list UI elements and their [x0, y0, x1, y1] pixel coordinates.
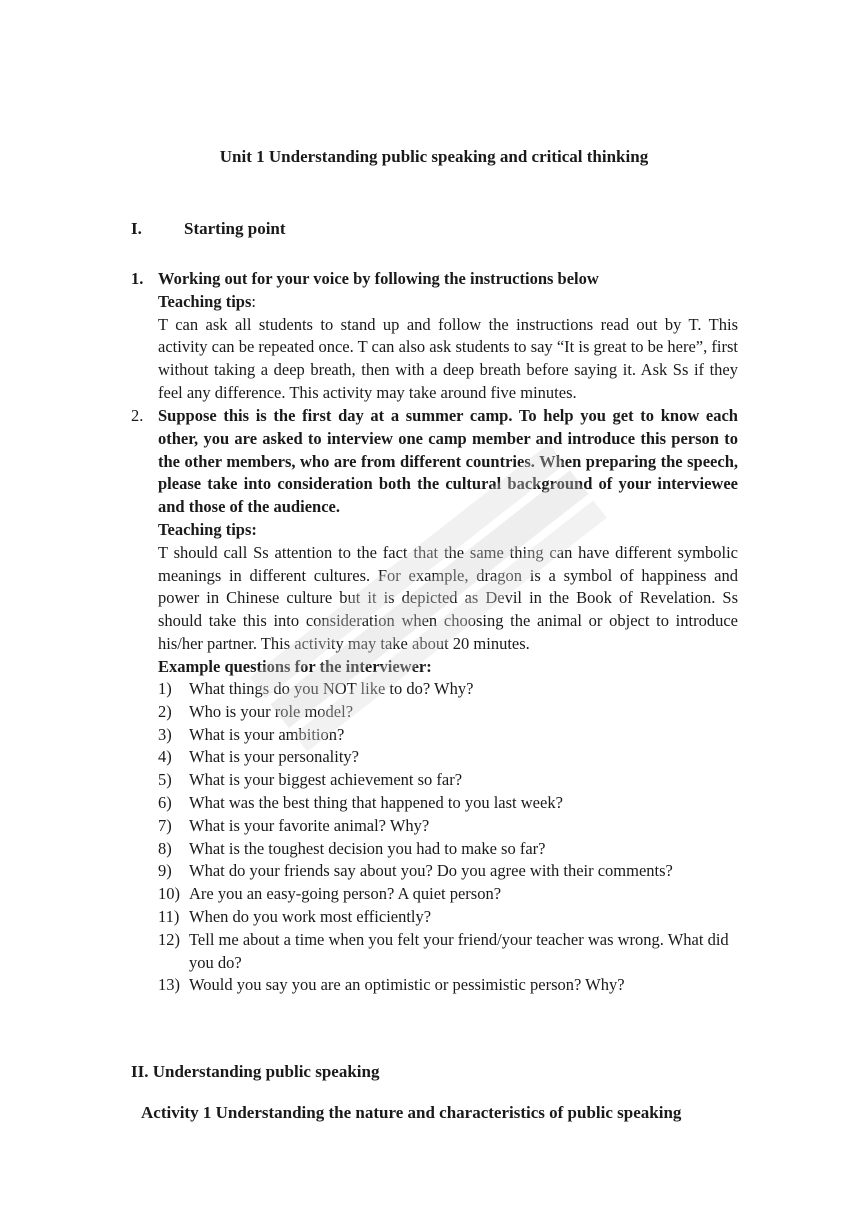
- list-item: [132, 883, 742, 906]
- question-text: What is your personality?: [189, 747, 359, 767]
- list-item: [132, 701, 742, 724]
- item-1-tips-label: Teaching tips: [158, 291, 252, 311]
- list-item: [132, 815, 742, 838]
- question-text: Would you say you are an optimistic or pessimistic person? Why?: [189, 975, 625, 995]
- section-1-numeral: I.: [131, 219, 142, 238]
- list-item: [132, 906, 742, 929]
- list-item: [132, 678, 742, 701]
- list-item: [132, 974, 742, 997]
- item-2-tips-label: Teaching tips:: [158, 519, 257, 539]
- question-list: [132, 678, 742, 997]
- question-text: What was the best thing that happened to you last week?: [189, 792, 563, 812]
- question-text: What is your biggest achievement so far?: [189, 770, 463, 790]
- question-text: Who is your role model?: [189, 701, 354, 721]
- list-item: [132, 724, 742, 747]
- item-1-tips-colon: :: [251, 291, 256, 311]
- activity-1-heading: Activity 1 Understanding the nature and characteristics of public speaking: [141, 1103, 682, 1122]
- question-number: 5): [158, 770, 172, 790]
- question-text: Are you an easy-going person? A quiet person?: [189, 884, 502, 904]
- question-number: 11): [158, 906, 180, 926]
- list-item: [132, 860, 742, 883]
- questions-label: Example questions for the interviewer:: [158, 656, 432, 676]
- item-1-number: 1.: [131, 269, 144, 288]
- question-number: 10): [158, 884, 180, 904]
- item-2-number: 2.: [131, 406, 144, 425]
- page-title: Unit 1 Understanding public speaking and critical thinking: [219, 147, 649, 166]
- item-1-block: [158, 268, 738, 405]
- list-item: [132, 746, 742, 769]
- question-number: 6): [158, 792, 172, 812]
- item-2-block: [158, 405, 738, 679]
- question-number: 7): [158, 815, 172, 835]
- list-item: [132, 769, 742, 792]
- question-text: What is your ambition?: [189, 724, 345, 744]
- item-1-tips-text: T can ask all students to stand up and follow the instructions read out by T. This activity can be repeated once. T can also ask students to say “It is great to be here”, first without taking a deep breath, then with a deep breath before saying it. Ask Ss if they feel any difference. This activity may take around five minutes.: [158, 314, 738, 402]
- list-item: [132, 792, 742, 815]
- item-1-heading: Working out for your voice by following the instructions below: [158, 269, 599, 288]
- question-text: What things do you NOT like to do? Why?: [189, 679, 474, 698]
- section-2-heading: II. Understanding public speaking: [131, 1062, 380, 1081]
- question-number: 9): [158, 861, 172, 881]
- question-text: When do you work most efficiently?: [189, 906, 432, 926]
- question-number: 1): [158, 679, 172, 698]
- question-number: 3): [158, 724, 172, 744]
- item-2-heading: Suppose this is the first day at a summer camp. To help you get to know each other, you are asked to interview one camp member and introduce this person to the other members, who are from different countries. When preparing the speech, please take into consideration both the cultural background of your interviewee and those of the audience.: [158, 406, 738, 517]
- question-text: What is your favorite animal? Why?: [189, 815, 430, 835]
- question-text: What do your friends say about you? Do you agree with their comments?: [189, 861, 673, 881]
- question-number: 13): [158, 975, 180, 995]
- list-item: [132, 838, 742, 861]
- item-2-tips-text: T should call Ss attention to the fact that the same thing can have different symbolic meanings in different cultures. For example, dragon is a symbol of happiness and power in Chinese culture but it is depicted as Devil in the Book of Revelation. Ss should take this into consideration when choosing the animal or object to introduce his/her partner. This activity may take about 20 minutes.: [158, 542, 738, 653]
- question-text: Tell me about a time when you felt your friend/your teacher was wrong. What did you do?: [189, 929, 729, 972]
- question-number: 8): [158, 838, 172, 858]
- question-text: What is the toughest decision you had to make so far?: [189, 838, 546, 858]
- question-number: 2): [158, 701, 172, 721]
- question-number: 4): [158, 747, 172, 767]
- section-1-heading: Starting point: [184, 219, 286, 238]
- question-number: 12): [158, 929, 180, 949]
- item-1-tips-line: [158, 291, 738, 314]
- list-item: [132, 929, 742, 975]
